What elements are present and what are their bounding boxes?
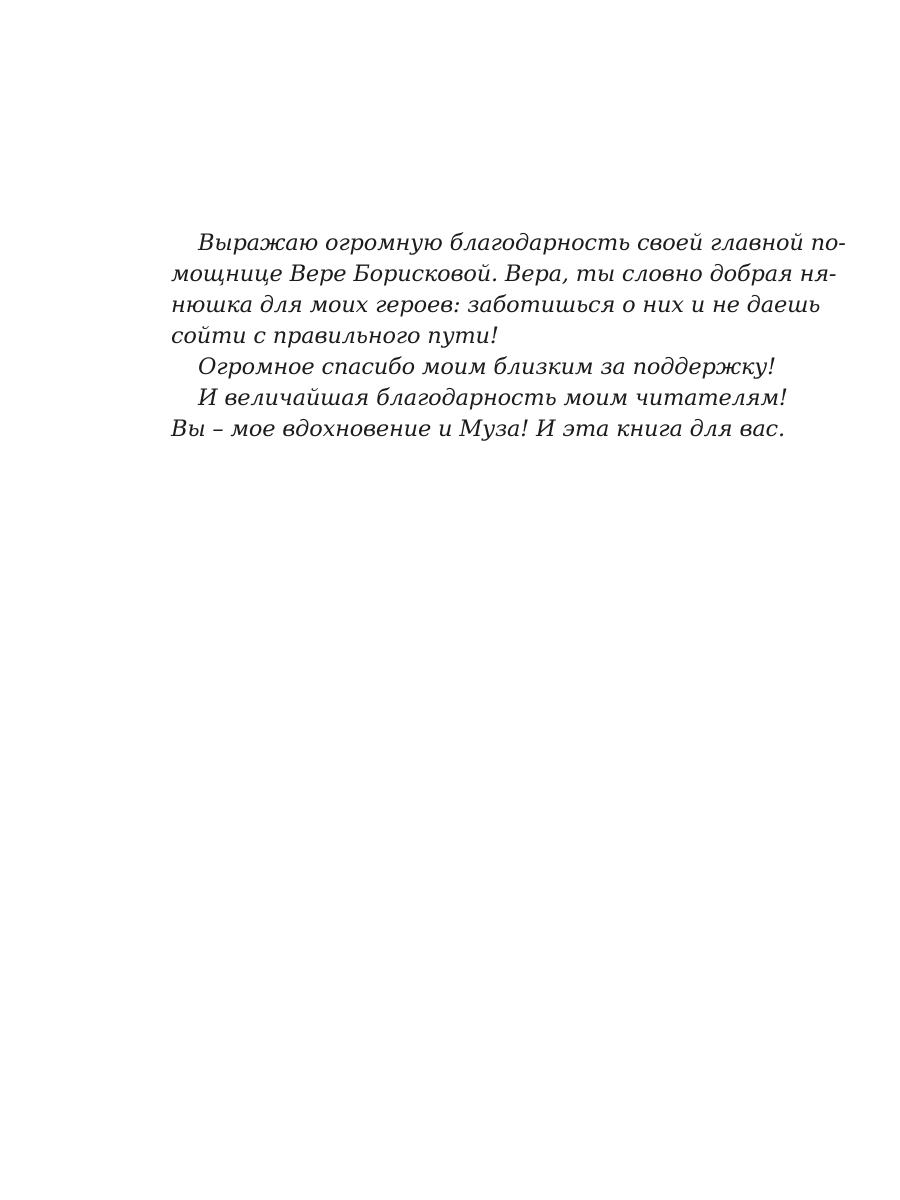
- text-line: мощнице Вере Борисковой. Вера, ты словно добрая ня-: [171, 261, 837, 287]
- paragraph-gratitude-family: [144, 352, 776, 383]
- text-line: нюшка для моих героев: заботишься о них и не даешь: [171, 292, 821, 318]
- paragraph-gratitude-readers: [144, 383, 788, 445]
- text-line: Огромное спасибо моим близким за поддержку!: [198, 354, 776, 380]
- acknowledgements-text: [144, 228, 846, 445]
- text-line: Выражаю огромную благодарность своей главной по-: [198, 230, 846, 256]
- paragraph-gratitude-assistant: [144, 228, 846, 352]
- text-line: Вы – мое вдохновение и Муза! И эта книга для вас.: [171, 416, 785, 442]
- text-line: сойти с правильного пути!: [171, 323, 499, 349]
- text-line: И величайшая благодарность моим читателям!: [198, 385, 788, 411]
